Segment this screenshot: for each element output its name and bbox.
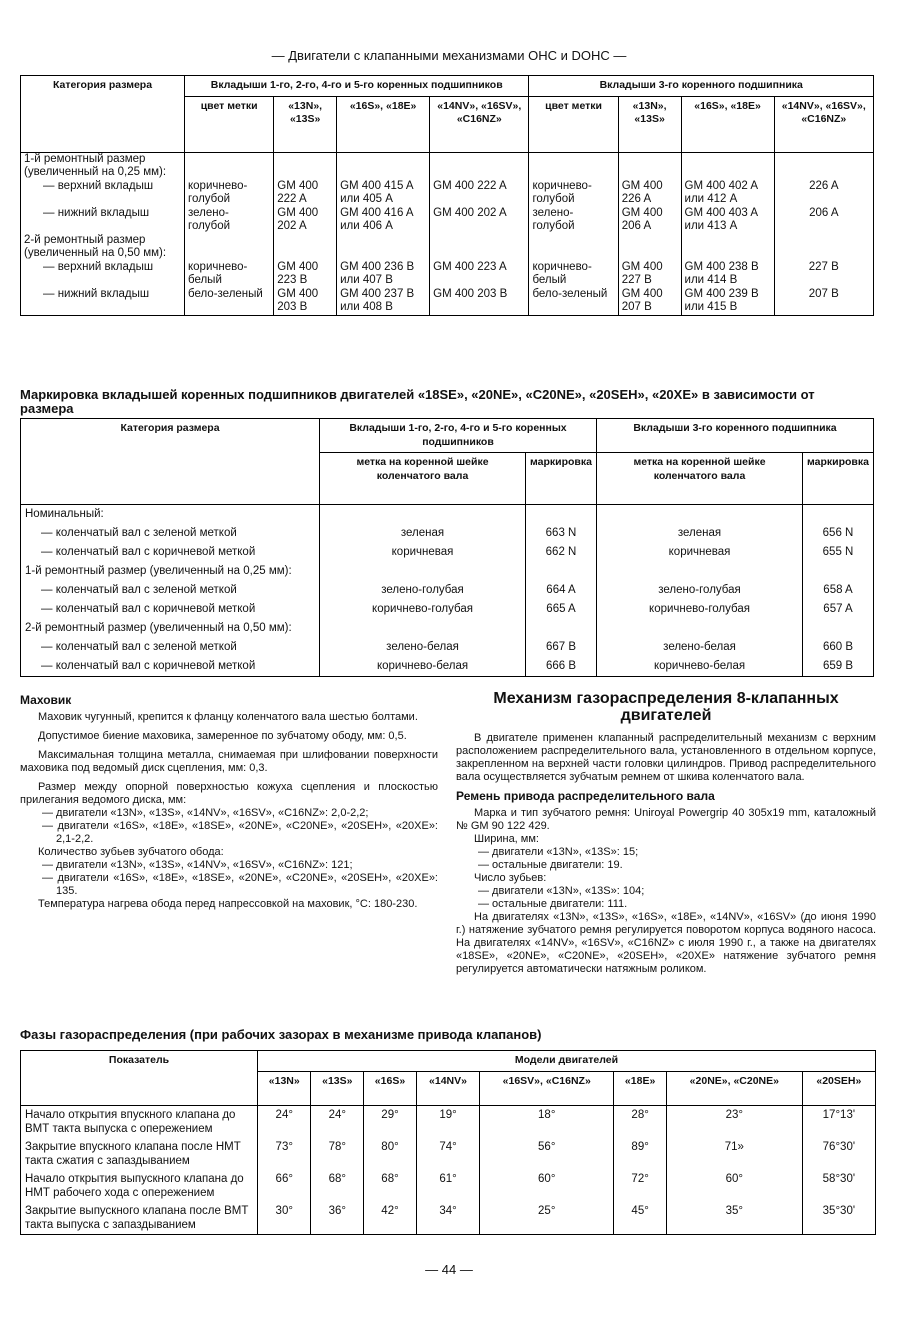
col-marking: маркировка: [803, 453, 874, 505]
value-cell: GM 400 223 A: [430, 261, 529, 288]
empty-cell: [185, 152, 274, 180]
paragraph: Количество зубьев зубчатого обода:: [38, 846, 224, 858]
model-header: «20SEH»: [802, 1071, 875, 1105]
value-cell: 657 A: [803, 600, 874, 619]
value-cell: 68°: [364, 1170, 417, 1202]
value-cell: 71»: [666, 1138, 802, 1170]
value-cell: 36°: [311, 1202, 364, 1235]
table-row: [21, 180, 874, 207]
col-mark: метка на коренной шейке коленчатого вала: [320, 453, 526, 505]
value-cell: 659 B: [803, 657, 874, 677]
table-row: [21, 207, 874, 234]
list-item: — двигатели «16S», «18E», «18SE», «20NE», «C20NE», «20SEH», «20XE»: 2,1-2,2.: [42, 820, 438, 845]
value-cell: 29°: [364, 1105, 417, 1138]
value-cell: 66°: [258, 1170, 311, 1202]
empty-cell: [529, 152, 618, 180]
empty-cell: [597, 505, 803, 525]
table-row: [21, 1105, 876, 1138]
flywheel-section: [20, 690, 438, 911]
value-cell: GM 400 207 B: [618, 288, 681, 316]
col-group-main: Вкладыши 1-го, 2-го, 4-го и 5-го коренных подшипников: [320, 419, 597, 453]
value-cell: GM 400 202 A: [274, 207, 337, 234]
table-row: [21, 638, 874, 657]
table3-title: Фазы газораспределения (при рабочих зазорах в механизме привода клапанов): [20, 1027, 542, 1042]
col-mark: метка на коренной шейке коленчатого вала: [597, 453, 803, 505]
model-header: «18E»: [614, 1071, 667, 1105]
value-cell: зелено-белая: [597, 638, 803, 657]
value-cell: GM 400 227 B: [618, 261, 681, 288]
empty-cell: [618, 152, 681, 180]
col-category: Категория размера: [21, 76, 185, 153]
table-row: [21, 288, 874, 316]
value-cell: 662 N: [526, 543, 597, 562]
value-cell: 666 B: [526, 657, 597, 677]
col-param: Показатель: [21, 1051, 258, 1106]
model-header: «16S»: [364, 1071, 417, 1105]
value-cell: зелено-белая: [320, 638, 526, 657]
value-cell: 76°30': [802, 1138, 875, 1170]
value-cell: GM 400 203 B: [274, 288, 337, 316]
value-cell: GM 400 415 A или 405 A: [337, 180, 430, 207]
empty-cell: [803, 505, 874, 525]
category-cell: — нижний вкладыш: [21, 207, 185, 234]
value-cell: 60°: [666, 1170, 802, 1202]
param-cell: Начало открытия выпускного клапана до НМТ рабочего хода с опережением: [21, 1170, 258, 1202]
value-cell: 17°13': [802, 1105, 875, 1138]
col-category: Категория размера: [21, 419, 320, 505]
category-cell: — коленчатый вал с коричневой меткой: [21, 600, 320, 619]
empty-cell: [274, 234, 337, 261]
list-item: — двигатели «16S», «18E», «18SE», «20NE», «C20NE», «20SEH», «20XE»: 135.: [42, 872, 438, 897]
empty-cell: [337, 152, 430, 180]
empty-cell: [320, 562, 526, 581]
col-group-main: Вкладыши 1-го, 2-го, 4-го и 5-го коренных подшипников: [185, 76, 529, 97]
value-cell: 58°30': [802, 1170, 875, 1202]
param-cell: Закрытие выпускного клапана после ВМТ такта выпуска с запаздыванием: [21, 1202, 258, 1235]
table-row: [21, 261, 874, 288]
empty-cell: [320, 619, 526, 638]
empty-cell: [529, 234, 618, 261]
list-item: — двигатели «13N», «13S»: 104;: [478, 885, 645, 897]
value-cell: 45°: [614, 1202, 667, 1235]
empty-cell: [618, 234, 681, 261]
empty-cell: [774, 152, 873, 180]
paragraph: Допустимое биение маховика, замеренное по зубчатому ободу, мм: 0,5.: [38, 730, 407, 742]
paragraph: Число зубьев:: [474, 872, 547, 884]
model-header: «16SV», «C16NZ»: [480, 1071, 614, 1105]
empty-cell: [597, 619, 803, 638]
paragraph: Температура нагрева обода перед напрессовкой на маховик, °С: 180-230.: [38, 898, 418, 910]
valve-timing-table: [20, 1050, 876, 1235]
value-cell: зеленая: [597, 524, 803, 543]
empty-cell: [185, 234, 274, 261]
value-cell: GM 400 236 B или 407 B: [337, 261, 430, 288]
category-cell: — коленчатый вал с зеленой меткой: [21, 638, 320, 657]
value-cell: коричнево-голубой: [529, 180, 618, 207]
value-cell: 663 N: [526, 524, 597, 543]
page-number: — 44 —: [425, 1262, 473, 1277]
table-row: [21, 657, 874, 677]
col-16: «16S», «18E»: [681, 96, 774, 152]
category-cell: — коленчатый вал с коричневой меткой: [21, 657, 320, 677]
value-cell: GM 400 238 B или 414 B: [681, 261, 774, 288]
empty-cell: [681, 234, 774, 261]
value-cell: 226 A: [774, 180, 873, 207]
marking-table: [20, 418, 874, 677]
value-cell: коричнево-голубой: [185, 180, 274, 207]
value-cell: 60°: [480, 1170, 614, 1202]
value-cell: GM 400 403 A или 413 A: [681, 207, 774, 234]
table-row: [21, 543, 874, 562]
col-color: цвет метки: [529, 96, 618, 152]
empty-cell: [526, 505, 597, 525]
value-cell: GM 400 222 A: [274, 180, 337, 207]
empty-cell: [274, 152, 337, 180]
value-cell: 72°: [614, 1170, 667, 1202]
list-item: — двигатели «13N», «13S»: 15;: [478, 846, 639, 858]
value-cell: 30°: [258, 1202, 311, 1235]
value-cell: GM 400 202 A: [430, 207, 529, 234]
value-cell: GM 400 237 B или 408 B: [337, 288, 430, 316]
table2-title: Маркировка вкладышей коренных подшипников двигателей «18SE», «20NE», «C20NE», «20SEH», «20XE» в зависимости от размера: [20, 387, 815, 416]
table-row: [21, 562, 874, 581]
value-cell: коричнево-голубая: [320, 600, 526, 619]
mechanism-heading: Механизм газораспределения 8-клапанных двигателей: [493, 690, 839, 724]
value-cell: зелено-голубая: [597, 581, 803, 600]
flywheel-heading: Маховик: [20, 693, 72, 707]
value-cell: коричневая: [597, 543, 803, 562]
paragraph: Марка и тип зубчатого ремня: Uniroyal Powergrip 40 305x19 mm, каталожный № GM 90 122 429.: [456, 807, 876, 832]
value-cell: 25°: [480, 1202, 614, 1235]
table-row: [21, 1202, 876, 1235]
value-cell: коричневая: [320, 543, 526, 562]
table-row: [21, 1138, 876, 1170]
list-item: — остальные двигатели: 111.: [478, 898, 628, 910]
category-cell: — верхний вкладыш: [21, 261, 185, 288]
value-cell: коричнево-голубая: [597, 600, 803, 619]
table-row: [21, 524, 874, 543]
category-cell: 1-й ремонтный размер (увеличенный на 0,25 мм):: [21, 152, 185, 180]
value-cell: 89°: [614, 1138, 667, 1170]
value-cell: коричнево-белая: [597, 657, 803, 677]
table-row: [21, 581, 874, 600]
col-group-third: Вкладыши 3-го коренного подшипника: [597, 419, 874, 453]
paragraph: Ширина, мм:: [474, 833, 539, 845]
paragraph: Максимальная толщина металла, снимаемая при шлифовании поверхности маховика под ведомый диск сцепления, мм: 0,3.: [20, 749, 438, 774]
value-cell: 207 B: [774, 288, 873, 316]
table-row: [21, 619, 874, 638]
category-cell: 2-й ремонтный размер (увеличенный на 0,50 мм):: [21, 234, 185, 261]
value-cell: 68°: [311, 1170, 364, 1202]
col-16: «16S», «18E»: [337, 96, 430, 152]
category-cell: — верхний вкладыш: [21, 180, 185, 207]
empty-cell: [337, 234, 430, 261]
value-cell: GM 400 416 A или 406 A: [337, 207, 430, 234]
value-cell: 73°: [258, 1138, 311, 1170]
value-cell: 658 A: [803, 581, 874, 600]
value-cell: бело-зеленый: [529, 288, 618, 316]
timing-mechanism-section: [456, 690, 876, 982]
category-cell: Номинальный:: [21, 505, 320, 525]
value-cell: 35°: [666, 1202, 802, 1235]
value-cell: 19°: [416, 1105, 479, 1138]
value-cell: GM 400 206 A: [618, 207, 681, 234]
value-cell: зелено-голубой: [185, 207, 274, 234]
value-cell: 61°: [416, 1170, 479, 1202]
empty-cell: [430, 234, 529, 261]
empty-cell: [597, 562, 803, 581]
model-header: «20NE», «C20NE»: [666, 1071, 802, 1105]
model-header: «13S»: [311, 1071, 364, 1105]
category-cell: — нижний вкладыш: [21, 288, 185, 316]
category-cell: 1-й ремонтный размер (увеличенный на 0,25 мм):: [21, 562, 320, 581]
value-cell: 35°30': [802, 1202, 875, 1235]
value-cell: 74°: [416, 1138, 479, 1170]
value-cell: 24°: [258, 1105, 311, 1138]
table-row: [21, 234, 874, 261]
col-models: Модели двигателей: [258, 1051, 876, 1072]
value-cell: GM 400 203 B: [430, 288, 529, 316]
value-cell: 660 B: [803, 638, 874, 657]
list-item: — двигатели «13N», «13S», «14NV», «16SV», «C16NZ»: 121;: [42, 859, 353, 871]
list-item: — двигатели «13N», «13S», «14NV», «16SV», «C16NZ»: 2,0-2,2;: [42, 807, 369, 819]
param-cell: Закрытие впускного клапана после НМТ такта сжатия с запаздыванием: [21, 1138, 258, 1170]
value-cell: 42°: [364, 1202, 417, 1235]
value-cell: 56°: [480, 1138, 614, 1170]
running-header: — Двигатели с клапанными механизмами ОНС и DOHC —: [271, 48, 627, 63]
value-cell: коричнево-белая: [320, 657, 526, 677]
col-14: «14NV», «16SV», «C16NZ»: [430, 96, 529, 152]
belt-heading: Ремень привода распределительного вала: [456, 789, 715, 803]
empty-cell: [430, 152, 529, 180]
paragraph: В двигателе применен клапанный распределительный механизм с верхним расположением распределительного вала, установленного в отдельном корпусе, закрепленном на верхней части головки цилиндров. Привод распределительного вала осуществляется зубчатым ремнем от шкива коленчатого вала.: [456, 732, 876, 783]
value-cell: 664 A: [526, 581, 597, 600]
value-cell: 656 N: [803, 524, 874, 543]
empty-cell: [803, 562, 874, 581]
empty-cell: [526, 562, 597, 581]
empty-cell: [681, 152, 774, 180]
value-cell: зеленая: [320, 524, 526, 543]
table-row: [21, 505, 874, 525]
value-cell: зелено-голубой: [529, 207, 618, 234]
value-cell: зелено-голубая: [320, 581, 526, 600]
bearing-shells-table: [20, 75, 874, 316]
col-13: «13N», «13S»: [274, 96, 337, 152]
paragraph: На двигателях «13N», «13S», «16S», «18E», «14NV», «16SV» (до июня 1990 г.) натяжение зубчатого ремня регулируется поворотом корпуса водяного насоса. На двигателях «14NV», «16SV», «C16NZ» с июля 1990 г., а также на двигателях «18SE», «20NE», «C20NE», «20SEH», «20XE» натяжение зубчатого ремня регулируется автоматически натяжным роликом.: [456, 911, 876, 975]
value-cell: 655 N: [803, 543, 874, 562]
value-cell: 34°: [416, 1202, 479, 1235]
col-marking: маркировка: [526, 453, 597, 505]
category-cell: — коленчатый вал с зеленой меткой: [21, 524, 320, 543]
category-cell: 2-й ремонтный размер (увеличенный на 0,50 мм):: [21, 619, 320, 638]
empty-cell: [774, 234, 873, 261]
paragraph: Размер между опорной поверхностью кожуха сцепления и плоскостью прилегания ведомого диска, мм:: [20, 781, 438, 806]
col-13: «13N», «13S»: [618, 96, 681, 152]
list-item: — остальные двигатели: 19.: [478, 859, 623, 871]
model-header: «14NV»: [416, 1071, 479, 1105]
table-row: [21, 152, 874, 180]
model-header: «13N»: [258, 1071, 311, 1105]
value-cell: 23°: [666, 1105, 802, 1138]
empty-cell: [320, 505, 526, 525]
value-cell: GM 400 222 A: [430, 180, 529, 207]
value-cell: GM 400 226 A: [618, 180, 681, 207]
value-cell: 24°: [311, 1105, 364, 1138]
value-cell: GM 400 223 B: [274, 261, 337, 288]
category-cell: — коленчатый вал с коричневой меткой: [21, 543, 320, 562]
value-cell: 227 B: [774, 261, 873, 288]
value-cell: коричнево-белый: [185, 261, 274, 288]
value-cell: бело-зеленый: [185, 288, 274, 316]
value-cell: GM 400 402 A или 412 A: [681, 180, 774, 207]
value-cell: 78°: [311, 1138, 364, 1170]
table-row: [21, 600, 874, 619]
col-color: цвет метки: [185, 96, 274, 152]
value-cell: 28°: [614, 1105, 667, 1138]
value-cell: 667 B: [526, 638, 597, 657]
value-cell: 18°: [480, 1105, 614, 1138]
col-14: «14NV», «16SV», «C16NZ»: [774, 96, 873, 152]
empty-cell: [526, 619, 597, 638]
paragraph: Маховик чугунный, крепится к фланцу коленчатого вала шестью болтами.: [38, 711, 418, 723]
category-cell: — коленчатый вал с зеленой меткой: [21, 581, 320, 600]
value-cell: 665 A: [526, 600, 597, 619]
param-cell: Начало открытия впускного клапана до ВМТ такта выпуска с опережением: [21, 1105, 258, 1138]
table-row: [21, 1170, 876, 1202]
value-cell: 80°: [364, 1138, 417, 1170]
value-cell: GM 400 239 B или 415 B: [681, 288, 774, 316]
col-group-third: Вкладыши 3-го коренного подшипника: [529, 76, 874, 97]
value-cell: коричнево-белый: [529, 261, 618, 288]
value-cell: 206 A: [774, 207, 873, 234]
empty-cell: [803, 619, 874, 638]
